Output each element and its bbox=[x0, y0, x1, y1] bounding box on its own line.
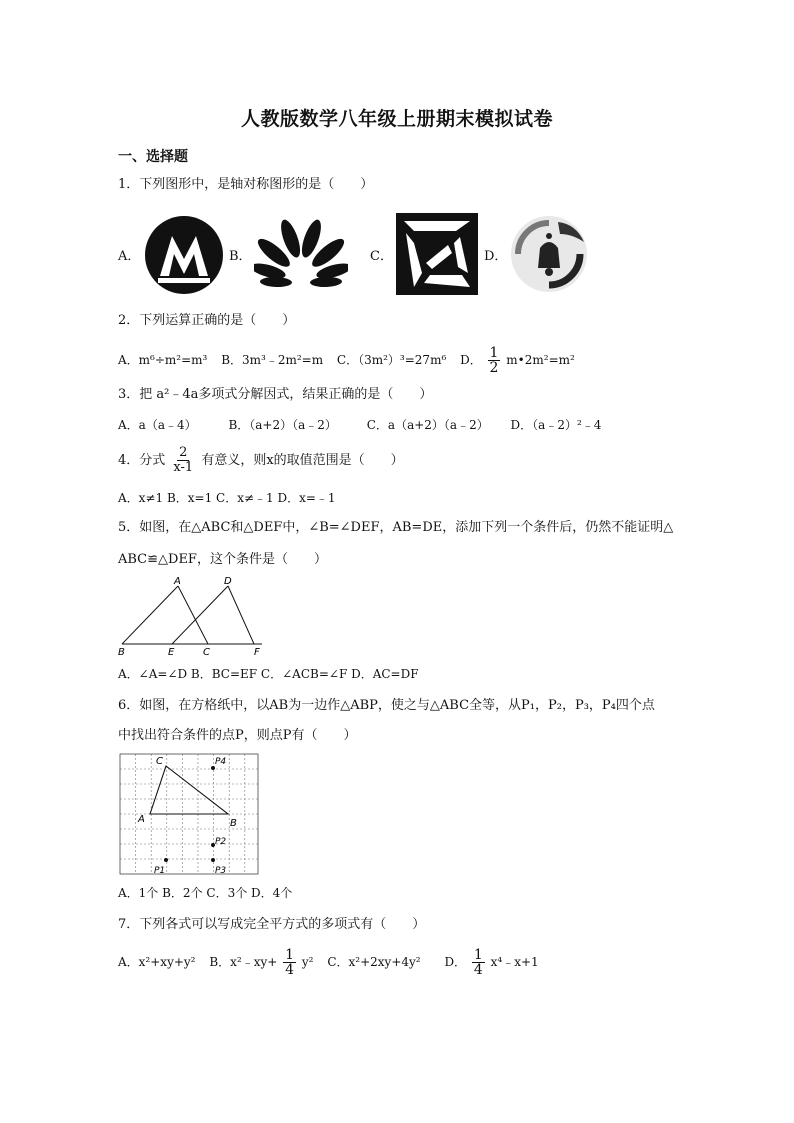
q7-option-d-label: D． bbox=[444, 955, 467, 969]
q1-option-d-label: D． bbox=[484, 249, 508, 264]
fraction-numerator: 2 bbox=[179, 445, 188, 460]
grid-label-p3: P3 bbox=[215, 866, 227, 876]
q2-option-b: B．3m³﹣2m²=m bbox=[221, 353, 324, 367]
q3-option-c: C．a（a+2）（a﹣2） bbox=[366, 418, 489, 432]
grid-label-c: C bbox=[156, 756, 163, 767]
grid-label-a: A bbox=[138, 814, 145, 825]
question-6-stem-line1: 6．如图，在方格纸中，以AB为一边作△ABP，使之与△ABC全等，从P₁，P₂，P₃，P₄四个点 bbox=[118, 698, 655, 713]
vertex-label-f: F bbox=[254, 647, 260, 658]
metro-m-logo bbox=[142, 214, 226, 296]
question-1-stem: 1．下列图形中，是轴对称图形的是（ ） bbox=[118, 177, 374, 192]
q7-option-b-post: y² bbox=[301, 955, 314, 969]
fraction-numerator: 1 bbox=[473, 947, 483, 963]
question-7-options bbox=[118, 948, 539, 977]
triangle-swirl-logo bbox=[396, 213, 478, 295]
q2-option-d-rest: m•2m²=m² bbox=[506, 353, 575, 367]
fraction-denominator: 4 bbox=[285, 962, 295, 978]
vertex-label-c: C bbox=[203, 647, 210, 658]
vertex-label-e: E bbox=[168, 647, 175, 658]
q4-fraction bbox=[171, 446, 195, 475]
question-3-options bbox=[118, 416, 611, 434]
q7-option-d-post: x⁴﹣x+1 bbox=[490, 955, 539, 969]
q2-option-a: A．m⁶÷m²=m³ bbox=[118, 353, 208, 367]
fraction-denominator: x-1 bbox=[173, 460, 194, 475]
q2-option-d-fraction bbox=[488, 346, 501, 375]
q4-prefix: 4．分式 bbox=[118, 453, 166, 468]
petal-fan-logo bbox=[254, 218, 348, 292]
q7-option-b-fraction bbox=[283, 948, 296, 977]
question-3-stem: 3．把 a²﹣4a多项式分解因式，结果正确的是（ ） bbox=[118, 387, 433, 402]
q4-suffix: 有意义，则x的取值范围是（ ） bbox=[201, 453, 404, 468]
page-title: 人教版数学八年级上册期末模拟试卷 bbox=[240, 108, 553, 130]
question-4-stem bbox=[118, 446, 404, 475]
question-4-options: A．x≠1 B．x=1 C．x≠﹣1 D．x=﹣1 bbox=[118, 491, 336, 505]
q2-option-d-label: D． bbox=[460, 353, 482, 367]
question-5-options: A．∠A=∠D B．BC=EF C．∠ACB=∠F D．AC=DF bbox=[118, 667, 419, 681]
grid-figure bbox=[118, 752, 260, 878]
q7-option-b-pre: B．x²﹣xy+ bbox=[209, 955, 278, 969]
question-5-stem-line1: 5．如图，在△ABC和△DEF中，∠B=∠DEF，AB=DE，添加下列一个条件后，仍然不能证明△ bbox=[118, 520, 674, 535]
fraction-denominator: 2 bbox=[489, 360, 499, 376]
triangles-figure bbox=[114, 574, 270, 658]
bell-circle-logo bbox=[506, 212, 592, 296]
fraction-denominator: 4 bbox=[473, 962, 483, 978]
question-2-stem: 2．下列运算正确的是（ ） bbox=[118, 313, 296, 328]
q3-option-d: D．（a﹣2）²﹣4 bbox=[510, 418, 602, 432]
grid-label-p1: P1 bbox=[154, 866, 166, 876]
grid-label-p2: P2 bbox=[215, 837, 227, 847]
q1-option-c-label: C． bbox=[370, 249, 393, 264]
q7-option-a: A．x²+xy+y² bbox=[118, 955, 196, 969]
grid-label-p4: P4 bbox=[215, 757, 227, 767]
question-2-options bbox=[118, 346, 575, 375]
q1-option-a-label: A． bbox=[118, 249, 141, 264]
question-6-options: A．1个 B．2个 C．3个 D．4个 bbox=[118, 886, 293, 900]
grid-label-b: B bbox=[230, 818, 237, 829]
question-7-stem: 7．下列各式可以写成完全平方式的多项式有（ ） bbox=[118, 917, 426, 932]
q2-option-c: C．（3m²）³=27m⁶ bbox=[336, 353, 447, 367]
section-heading: 一、选择题 bbox=[118, 149, 188, 165]
vertex-label-b: B bbox=[118, 647, 125, 658]
q7-option-c: C．x²+2xy+4y² bbox=[327, 955, 421, 969]
q3-option-b: B．（a+2）（a﹣2） bbox=[228, 418, 337, 432]
question-5-stem-line2: ABC≌△DEF，这个条件是（ ） bbox=[118, 552, 327, 567]
q1-option-b-label: B． bbox=[229, 249, 252, 264]
fraction-numerator: 1 bbox=[489, 345, 499, 361]
q3-option-a: A．a（a﹣4） bbox=[118, 418, 197, 432]
question-6-stem-line2: 中找出符合条件的点P，则点P有（ ） bbox=[118, 728, 357, 743]
q7-option-d-fraction bbox=[472, 948, 485, 977]
vertex-label-a: A bbox=[174, 576, 181, 587]
fraction-numerator: 1 bbox=[285, 947, 295, 963]
vertex-label-d: D bbox=[224, 576, 232, 587]
